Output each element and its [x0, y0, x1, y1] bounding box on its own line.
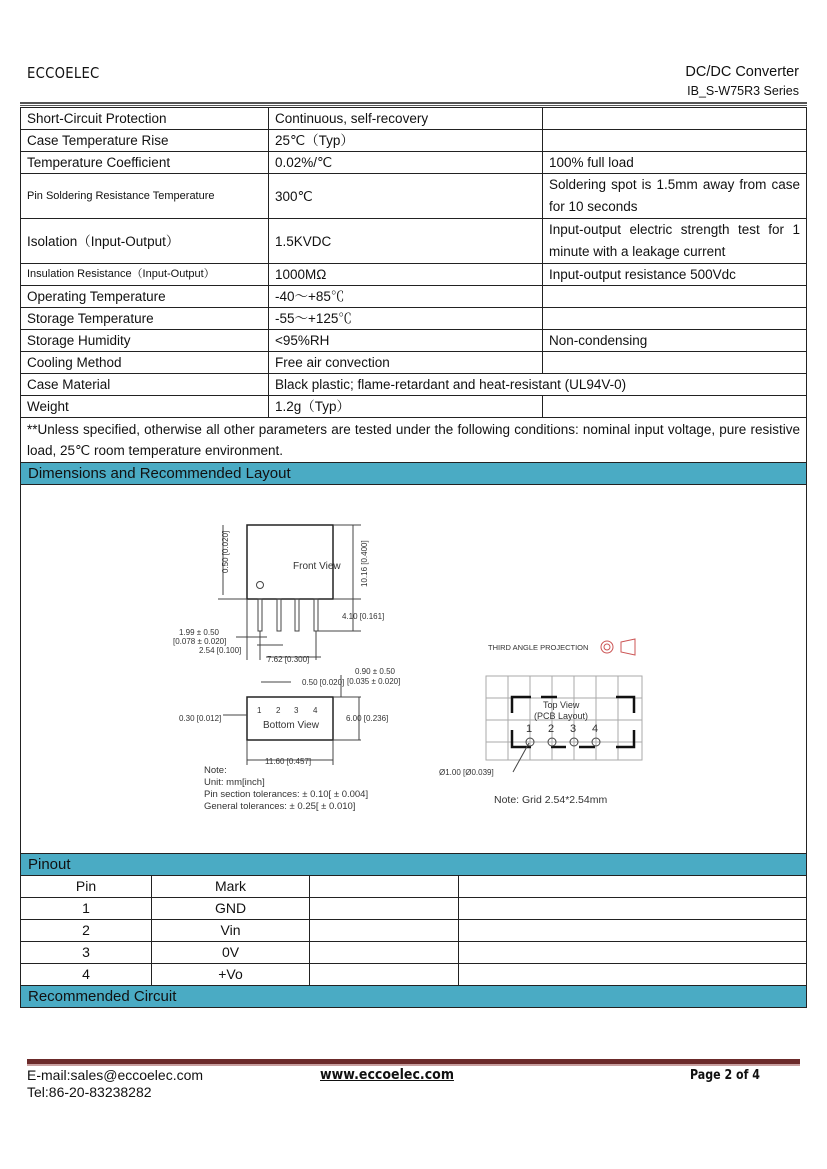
empty-cell — [310, 964, 459, 986]
spec-note — [543, 396, 807, 418]
dim-199-b: [0.078 ± 0.020] — [173, 637, 227, 646]
footer-website-link[interactable]: www.eccoelec.com — [320, 1067, 454, 1083]
spec-param: Short-Circuit Protection — [21, 108, 269, 130]
section-header-row — [21, 986, 807, 1008]
empty-cell — [459, 898, 807, 920]
spec-value: Free air convection — [269, 352, 543, 374]
spec-note: Non-condensing — [543, 330, 807, 352]
section-circuit-title: Recommended Circuit — [21, 986, 807, 1008]
dim-1016: 10.16 [0.400] — [360, 540, 369, 587]
hole-diameter-label: Ø1.00 [Ø0.039] — [439, 768, 494, 777]
spec-note: Input-output resistance 500Vdc — [543, 264, 807, 286]
spec-param: Pin Soldering Resistance Temperature — [21, 174, 269, 219]
empty-cell — [459, 942, 807, 964]
spec-table — [20, 107, 807, 485]
spec-param: Insulation Resistance（Input-Output） — [21, 264, 269, 286]
pinout-row — [21, 942, 807, 964]
dim-762: 7.62 [0.300] — [267, 655, 310, 664]
spec-param: Weight — [21, 396, 269, 418]
pin-mark: GND — [152, 898, 310, 920]
spec-value: <95%RH — [269, 330, 543, 352]
spec-param: Operating Temperature — [21, 286, 269, 308]
note-unit: Unit: mm[inch] — [204, 777, 265, 788]
dim-1160: 11.60 [0.457] — [265, 757, 312, 766]
spec-note: 100% full load — [543, 152, 807, 174]
spec-row — [21, 130, 807, 152]
pinout-table — [20, 853, 807, 1008]
spec-note — [543, 286, 807, 308]
page-number: Page 2 of 4 — [690, 1068, 760, 1083]
empty-cell — [310, 920, 459, 942]
pin-mark: 0V — [152, 942, 310, 964]
brand-name: ECCOELEC — [27, 64, 100, 82]
note-general-tolerance: General tolerances: ± 0.25[ ± 0.010] — [204, 801, 356, 812]
spec-param: Case Temperature Rise — [21, 130, 269, 152]
pinout-header-row — [21, 876, 807, 898]
dim-090-a: 0.90 ± 0.50 — [355, 667, 395, 676]
spec-value: 25℃（Typ） — [269, 130, 543, 152]
header-divider — [20, 102, 807, 106]
spec-row — [21, 352, 807, 374]
pinout-row — [21, 964, 807, 986]
spec-value: 1.2g（Typ） — [269, 396, 543, 418]
bottom-view-label: Bottom View — [263, 720, 319, 731]
third-angle-projection-label: THIRD ANGLE PROJECTION — [488, 643, 589, 652]
spec-value: 0.02%/℃ — [269, 152, 543, 174]
mark-column-header: Mark — [152, 876, 310, 898]
section-header-row — [21, 463, 807, 485]
spec-param: Temperature Coefficient — [21, 152, 269, 174]
section-dimensions-title: Dimensions and Recommended Layout — [21, 463, 807, 485]
spec-note: Input-output electric strength test for 1 minute with a leakage current — [543, 219, 807, 264]
dim-254: 2.54 [0.100] — [199, 646, 242, 655]
pin-number: 3 — [21, 942, 152, 964]
pcb-pin-3: 3 — [570, 723, 577, 735]
grid-note: Note: Grid 2.54*2.54mm — [494, 794, 608, 806]
dim-600: 6.00 [0.236] — [346, 714, 389, 723]
spec-row — [21, 174, 807, 219]
pin-label-4: 4 — [313, 706, 318, 715]
pin-number: 1 — [21, 898, 152, 920]
dimension-drawing — [21, 485, 808, 854]
pcb-pin-2: 2 — [548, 723, 555, 735]
spec-note: Soldering spot is 1.5mm away from case for 10 seconds — [543, 174, 807, 219]
spec-value: Continuous, self-recovery — [269, 108, 543, 130]
spec-row — [21, 286, 807, 308]
spec-row — [21, 219, 807, 264]
spec-row — [21, 264, 807, 286]
note-title: Note: — [204, 765, 227, 776]
pinout-row — [21, 898, 807, 920]
dimensions-drawing-area — [20, 485, 807, 854]
spec-row — [21, 374, 807, 396]
spec-note — [543, 352, 807, 374]
pin-mark: +Vo — [152, 964, 310, 986]
empty-cell — [459, 920, 807, 942]
test-conditions-note: **Unless specified, otherwise all other parameters are tested under the following conditions: nominal input voltage, pure resistive load, 25℃ room temperature environment. — [21, 418, 807, 463]
dim-090-b: [0.035 ± 0.020] — [347, 677, 401, 686]
pin-label-2: 2 — [276, 706, 281, 715]
pcb-layout-label: (PCB Layout) — [534, 711, 589, 721]
spec-value: Black plastic; flame-retardant and heat-resistant (UL94V-0) — [269, 374, 807, 396]
spec-param: Case Material — [21, 374, 269, 396]
spec-value: 1.5KVDC — [269, 219, 543, 264]
front-view-label: Front View — [293, 561, 341, 572]
pcb-pin-1: 1 — [526, 723, 533, 735]
dim-030: 0.30 [0.012] — [179, 714, 222, 723]
spec-value: -40～+85℃ — [269, 286, 543, 308]
dim-050-horizontal: 0.50 [0.020] — [302, 678, 345, 687]
spec-row — [21, 330, 807, 352]
spec-row — [21, 308, 807, 330]
footer-divider — [27, 1059, 800, 1066]
spec-param: Storage Humidity — [21, 330, 269, 352]
spec-value: -55～+125℃ — [269, 308, 543, 330]
empty-cell — [310, 942, 459, 964]
footnote-row — [21, 418, 807, 463]
spec-param: Isolation（Input-Output） — [21, 219, 269, 264]
spec-note — [543, 308, 807, 330]
pin-number: 4 — [21, 964, 152, 986]
spec-row — [21, 396, 807, 418]
pcb-pin-4: 4 — [592, 723, 599, 735]
footer-email[interactable]: E-mail:sales@eccoelec.com — [27, 1067, 204, 1083]
pin-column-header: Pin — [21, 876, 152, 898]
spec-value: 1000MΩ — [269, 264, 543, 286]
top-view-label: Top View — [543, 700, 580, 710]
spec-value: 300℃ — [269, 174, 543, 219]
spec-row — [21, 152, 807, 174]
empty-cell — [459, 964, 807, 986]
pin-mark: Vin — [152, 920, 310, 942]
series-name: IB_S-W75R3 Series — [687, 84, 799, 98]
note-pin-tolerance: Pin section tolerances: ± 0.10[ ± 0.004] — [204, 789, 369, 800]
dim-199-a: 1.99 ± 0.50 — [179, 628, 219, 637]
empty-column-header — [310, 876, 459, 898]
dim-410: 4.10 [0.161] — [342, 612, 385, 621]
section-pinout-title: Pinout — [21, 854, 807, 876]
spec-note — [543, 130, 807, 152]
empty-column-header — [459, 876, 807, 898]
spec-param: Storage Temperature — [21, 308, 269, 330]
dim-050-vertical: 0.50 [0.020] — [221, 530, 230, 573]
footer-phone: Tel:86-20-83238282 — [27, 1084, 152, 1100]
pinout-row — [21, 920, 807, 942]
pin-label-1: 1 — [257, 706, 262, 715]
product-title: DC/DC Converter — [685, 64, 799, 80]
section-header-row — [21, 854, 807, 876]
pin-number: 2 — [21, 920, 152, 942]
spec-note — [543, 108, 807, 130]
empty-cell — [310, 898, 459, 920]
spec-row — [21, 108, 807, 130]
spec-param: Cooling Method — [21, 352, 269, 374]
pin-label-3: 3 — [294, 706, 299, 715]
